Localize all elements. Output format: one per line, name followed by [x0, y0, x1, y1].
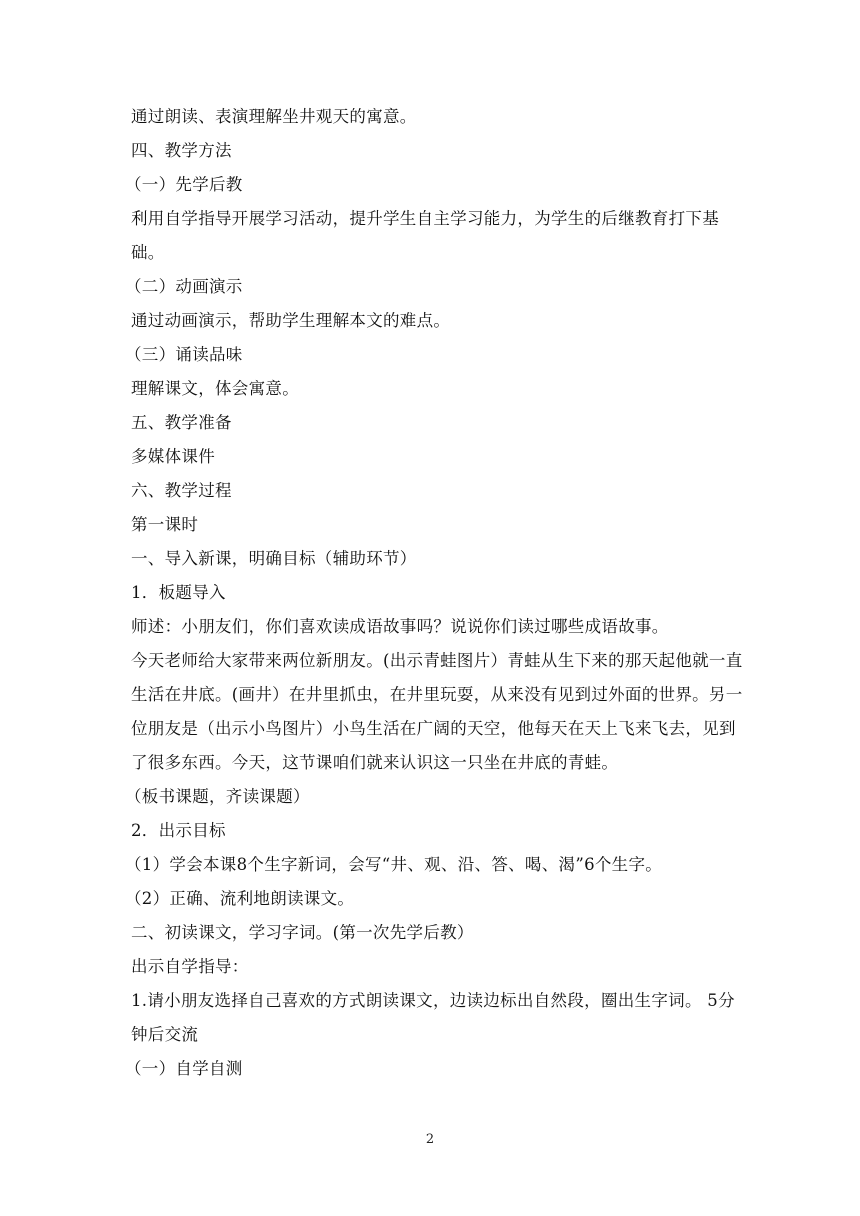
- paragraph: 理解课文，体会寓意。: [131, 379, 299, 398]
- paragraph: 师述：小朋友们，你们喜欢读成语故事吗？说说你们读过哪些成语故事。: [131, 617, 669, 636]
- section-heading: 二、初读课文，学习字词。(第一次先学后教）: [131, 923, 474, 942]
- paragraph: 通过动画演示，帮助学生理解本文的难点。: [131, 311, 451, 330]
- page-body: [125, 100, 743, 1086]
- section-heading: 六、教学过程: [131, 481, 232, 500]
- paragraph: 1.请小朋友选择自己喜欢的方式朗读课文，边读边标出自然段，圈出生字词。 5分钟后交流: [131, 991, 735, 1044]
- text-line: 通过朗读、表演理解坐井观天的寓意。: [131, 107, 417, 126]
- paragraph: 利用自学指导开展学习活动，提升学生自主学习能力，为学生的后继教育打下基础。: [131, 209, 719, 262]
- paragraph: 出示自学指导：: [131, 957, 249, 976]
- section-heading: 四、教学方法: [131, 141, 232, 160]
- paragraph: 今天老师给大家带来两位新朋友。(出示青蛙图片）青蛙从生下来的那天起他就一直生活在井底。(画井）在井里抓虫，在井里玩耍，从来没有见到过外面的世界。另一位朋友是（出示小鸟图片）小鸟生活在广阔的天空，他每天在天上飞来飞去，见到了很多东西。今天，这节课咱们就来认识这一只坐在井底的青蛙。: [131, 651, 743, 772]
- list-item: （2）正确、流利地朗读课文。: [125, 889, 355, 908]
- paragraph: （板书课题，齐读课题）: [125, 787, 310, 806]
- step-heading: 2．出示目标: [131, 821, 226, 840]
- paragraph: 多媒体课件: [131, 447, 215, 466]
- subsection-heading: （一）先学后教: [125, 175, 243, 194]
- subsection-heading: （二）动画演示: [125, 277, 243, 296]
- list-item: （1）学会本课8个生字新词，会写“井、观、沿、答、喝、渴”6个生字。: [125, 855, 663, 874]
- section-heading: 五、教学准备: [131, 413, 232, 432]
- step-heading: 1．板题导入: [131, 583, 226, 602]
- section-heading: 一、导入新课，明确目标（辅助环节）: [131, 549, 417, 568]
- subsection-heading: （一）自学自测: [125, 1059, 243, 1078]
- subsection-heading: （三）诵读品味: [125, 345, 243, 364]
- page-number: 2: [425, 1132, 435, 1147]
- lesson-heading: 第一课时: [131, 515, 199, 534]
